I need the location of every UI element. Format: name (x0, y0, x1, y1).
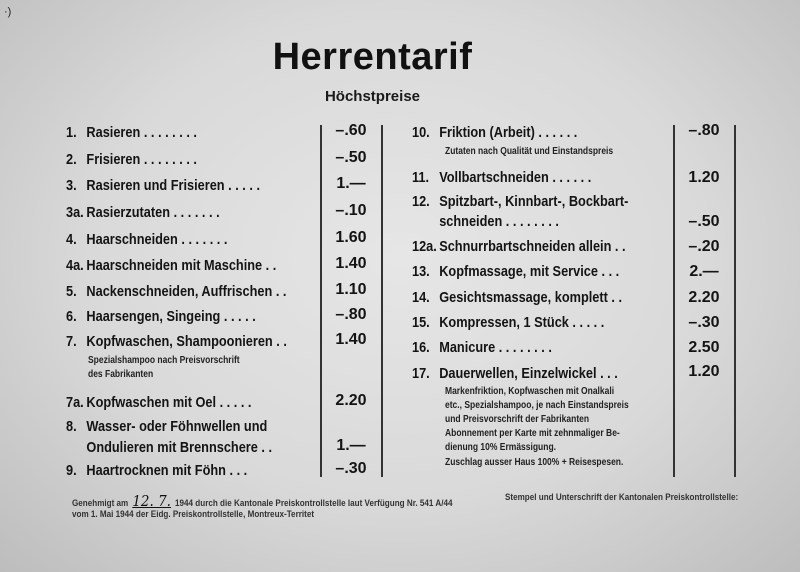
page-title: Herrentarif (272, 36, 473, 78)
note-line: Markenfriktion, Kopfwaschen mit Onalkali (445, 386, 615, 397)
price-value: 2.20 (335, 392, 367, 409)
price-value: –.50 (335, 149, 367, 166)
corner-mark: ·) (4, 6, 12, 18)
handwritten-date: 12. 7. (132, 492, 171, 510)
price-value: 1.— (336, 175, 366, 192)
list-item: 10. Friktion (Arbeit) . . . . . . (412, 124, 578, 141)
list-item: 4a. Haarschneiden mit Maschine . . (66, 257, 277, 274)
list-item: 8. Wasser- oder Föhnwellen und (66, 418, 268, 435)
list-item: 6. Haarsengen, Singeing . . . . . (66, 308, 256, 325)
list-item: 4. Haarschneiden . . . . . . . (66, 231, 228, 248)
price-value: 1.— (336, 437, 366, 454)
price-value: 1.10 (335, 281, 367, 298)
price-value: –.30 (335, 460, 367, 477)
list-item: Ondulieren mit Brennschere . . (86, 439, 273, 456)
price-value: –.80 (688, 122, 720, 139)
list-item: 13. Kopfmassage, mit Service . . . (412, 263, 620, 280)
list-item: 3. Rasieren und Frisieren . . . . . (66, 177, 261, 194)
price-value: 1.40 (335, 255, 367, 272)
note-line: Zuschlag ausser Haus 100% + Reisespesen. (445, 457, 624, 468)
note-line: etc., Spezialshampoo, je nach Einstandspreis (445, 400, 629, 411)
list-item: 14. Gesichtsmassage, komplett . . (412, 289, 623, 306)
price-value: 1.20 (688, 363, 720, 380)
stamp-signature-label: Stempel und Unterschrift der Kantonalen Preiskontrollstelle: (505, 492, 739, 502)
list-item: 12a. Schnurrbartschneiden allein . . (412, 238, 626, 255)
list-item: 11. Vollbartschneiden . . . . . . (412, 169, 592, 186)
price-value: 1.60 (335, 229, 367, 246)
list-item: 16. Manicure . . . . . . . . (412, 339, 552, 356)
price-value: 1.20 (688, 169, 720, 186)
list-item: 7. Kopfwaschen, Shampoonieren . . (66, 333, 287, 350)
list-item: 5. Nackenschneiden, Auffrischen . . (66, 283, 287, 300)
price-value: –.60 (335, 122, 367, 139)
price-value: –.10 (335, 202, 367, 219)
price-value: 2.— (689, 263, 719, 280)
approval-line-1: Genehmigt am 12. 7. 1944 durch die Kantonale Preiskontrollstelle laut Verfügung Nr. 541 A/44 (72, 492, 453, 510)
list-item: 1. Rasieren . . . . . . . . (66, 124, 197, 141)
list-item: 12. Spitzbart-, Kinnbart-, Bockbart- (412, 193, 629, 210)
note-line: Spezialshampoo nach Preisvorschrift (88, 355, 240, 366)
list-item: 9. Haartrocknen mit Föhn . . . (66, 462, 248, 479)
list-item: 17. Dauerwellen, Einzelwickel . . . (412, 365, 618, 382)
note-line: dienung 10% Ermässigung. (445, 442, 557, 453)
price-value: –.50 (688, 213, 720, 230)
note-line: und Preisvorschrift der Fabrikanten (445, 414, 590, 425)
price-value: –.80 (335, 306, 367, 323)
price-value: –.20 (688, 238, 720, 255)
note-line: des Fabrikanten (88, 369, 154, 380)
list-item: schneiden . . . . . . . . (439, 213, 559, 230)
list-item: 3a. Rasierzutaten . . . . . . . (66, 204, 220, 221)
price-value: –.30 (688, 314, 720, 331)
page-subtitle: Höchstpreise (324, 88, 421, 105)
list-item: 2. Frisieren . . . . . . . . (66, 151, 197, 168)
price-value: 1.40 (335, 331, 367, 348)
note-line: Abonnement per Karte mit zehnmaliger Be- (445, 428, 620, 439)
list-item: 15. Kompressen, 1 Stück . . . . . (412, 314, 605, 331)
list-item: 7a. Kopfwaschen mit Oel . . . . . (66, 394, 252, 411)
note-line: Zutaten nach Qualität und Einstandspreis (445, 146, 614, 157)
approval-line-2: vom 1. Mai 1944 der Eidg. Preiskontrollstelle, Montreux-Territet (72, 509, 315, 519)
price-value: 2.20 (688, 289, 720, 306)
price-value: 2.50 (688, 339, 720, 356)
